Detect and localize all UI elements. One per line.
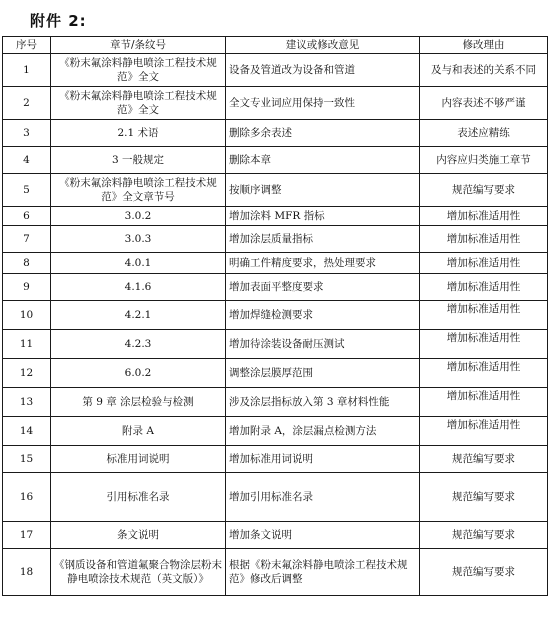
row-suggestion: 调整涂层膜厚范围 bbox=[226, 359, 420, 388]
row-no: 12 bbox=[3, 359, 51, 388]
row-section: 附录 A bbox=[51, 417, 226, 446]
row-no: 17 bbox=[3, 522, 51, 549]
table-row bbox=[3, 207, 548, 226]
row-no: 3 bbox=[3, 120, 51, 147]
row-suggestion: 设备及管道改为设备和管道 bbox=[226, 54, 420, 87]
table-row bbox=[3, 549, 548, 596]
row-no: 8 bbox=[3, 253, 51, 274]
row-reason: 增加标准适用性 bbox=[420, 417, 548, 446]
table-row bbox=[3, 120, 548, 147]
row-suggestion: 按顺序调整 bbox=[226, 174, 420, 207]
row-section: 引用标准名录 bbox=[51, 473, 226, 522]
table-header-row bbox=[3, 37, 548, 54]
attachment-title: 附件 2: bbox=[30, 12, 87, 30]
row-section: 3.0.2 bbox=[51, 207, 226, 226]
table-row bbox=[3, 446, 548, 473]
row-suggestion: 增加附录 A，涂层漏点检测方法 bbox=[226, 417, 420, 446]
row-reason: 增加标准适用性 bbox=[420, 207, 548, 226]
row-reason: 增加标准适用性 bbox=[420, 359, 548, 388]
row-section: 《粉末氟涂料静电喷涂工程技术规范》全文 bbox=[51, 54, 226, 87]
table-row bbox=[3, 274, 548, 301]
row-section: 4.2.1 bbox=[51, 301, 226, 330]
row-reason: 增加标准适用性 bbox=[420, 226, 548, 253]
row-section: 标准用词说明 bbox=[51, 446, 226, 473]
row-suggestion: 删除本章 bbox=[226, 147, 420, 174]
row-reason: 增加标准适用性 bbox=[420, 274, 548, 301]
row-section: 《钢质设备和管道氟聚合物涂层粉末静电喷涂技术规范（英文版）》 bbox=[51, 549, 226, 596]
row-reason: 内容表述不够严谨 bbox=[420, 87, 548, 120]
row-reason: 规范编写要求 bbox=[420, 549, 548, 596]
row-no: 18 bbox=[3, 549, 51, 596]
row-section: 第 9 章 涂层检验与检测 bbox=[51, 388, 226, 417]
table-row bbox=[3, 253, 548, 274]
row-suggestion: 明确工件精度要求，热处理要求 bbox=[226, 253, 420, 274]
table-row bbox=[3, 388, 548, 417]
row-suggestion: 增加表面平整度要求 bbox=[226, 274, 420, 301]
row-section: 6.0.2 bbox=[51, 359, 226, 388]
row-no: 9 bbox=[3, 274, 51, 301]
table-row bbox=[3, 417, 548, 446]
row-reason: 内容应归类施工章节 bbox=[420, 147, 548, 174]
row-no: 1 bbox=[3, 54, 51, 87]
row-suggestion: 根据《粉末氟涂料静电喷涂工程技术规范》修改后调整 bbox=[226, 549, 420, 596]
table-row bbox=[3, 226, 548, 253]
header-no: 序号 bbox=[3, 37, 51, 54]
row-reason: 表述应精练 bbox=[420, 120, 548, 147]
row-reason: 规范编写要求 bbox=[420, 174, 548, 207]
row-section: 3.0.3 bbox=[51, 226, 226, 253]
row-section: 3 一般规定 bbox=[51, 147, 226, 174]
row-section: 2.1 术语 bbox=[51, 120, 226, 147]
row-section: 4.0.1 bbox=[51, 253, 226, 274]
row-suggestion: 增加引用标准名录 bbox=[226, 473, 420, 522]
row-no: 16 bbox=[3, 473, 51, 522]
row-reason: 增加标准适用性 bbox=[420, 253, 548, 274]
table-row bbox=[3, 87, 548, 120]
row-no: 6 bbox=[3, 207, 51, 226]
row-suggestion: 增加待涂装设备耐压测试 bbox=[226, 330, 420, 359]
row-suggestion: 全文专业词应用保持一致性 bbox=[226, 87, 420, 120]
row-section: 4.2.3 bbox=[51, 330, 226, 359]
row-suggestion: 增加涂料 MFR 指标 bbox=[226, 207, 420, 226]
row-suggestion: 涉及涂层指标放入第 3 章材料性能 bbox=[226, 388, 420, 417]
table-row bbox=[3, 147, 548, 174]
table-row bbox=[3, 301, 548, 330]
row-reason: 及与和表述的关系不同 bbox=[420, 54, 548, 87]
row-suggestion: 删除多余表述 bbox=[226, 120, 420, 147]
row-no: 10 bbox=[3, 301, 51, 330]
table-row bbox=[3, 174, 548, 207]
row-suggestion: 增加条文说明 bbox=[226, 522, 420, 549]
row-section: 4.1.6 bbox=[51, 274, 226, 301]
row-reason: 增加标准适用性 bbox=[420, 301, 548, 330]
row-no: 5 bbox=[3, 174, 51, 207]
header-reason: 修改理由 bbox=[420, 37, 548, 54]
revision-table bbox=[2, 36, 548, 596]
header-section: 章节/条纹号 bbox=[51, 37, 226, 54]
row-reason: 规范编写要求 bbox=[420, 473, 548, 522]
row-section: 《粉末氟涂料静电喷涂工程技术规范》全文章节号 bbox=[51, 174, 226, 207]
row-reason: 规范编写要求 bbox=[420, 446, 548, 473]
row-no: 4 bbox=[3, 147, 51, 174]
row-no: 7 bbox=[3, 226, 51, 253]
row-suggestion: 增加焊缝检测要求 bbox=[226, 301, 420, 330]
row-suggestion: 增加涂层质量指标 bbox=[226, 226, 420, 253]
row-no: 15 bbox=[3, 446, 51, 473]
row-reason: 规范编写要求 bbox=[420, 522, 548, 549]
table-row bbox=[3, 330, 548, 359]
table-row bbox=[3, 359, 548, 388]
row-reason: 增加标准适用性 bbox=[420, 330, 548, 359]
table-row bbox=[3, 473, 548, 522]
row-no: 14 bbox=[3, 417, 51, 446]
table-row bbox=[3, 522, 548, 549]
row-reason: 增加标准适用性 bbox=[420, 388, 548, 417]
header-suggestion: 建议或修改意见 bbox=[226, 37, 420, 54]
row-no: 13 bbox=[3, 388, 51, 417]
row-section: 条文说明 bbox=[51, 522, 226, 549]
row-no: 2 bbox=[3, 87, 51, 120]
row-section: 《粉末氟涂料静电喷涂工程技术规范》全文 bbox=[51, 87, 226, 120]
row-suggestion: 增加标准用词说明 bbox=[226, 446, 420, 473]
row-no: 11 bbox=[3, 330, 51, 359]
table-row bbox=[3, 54, 548, 87]
